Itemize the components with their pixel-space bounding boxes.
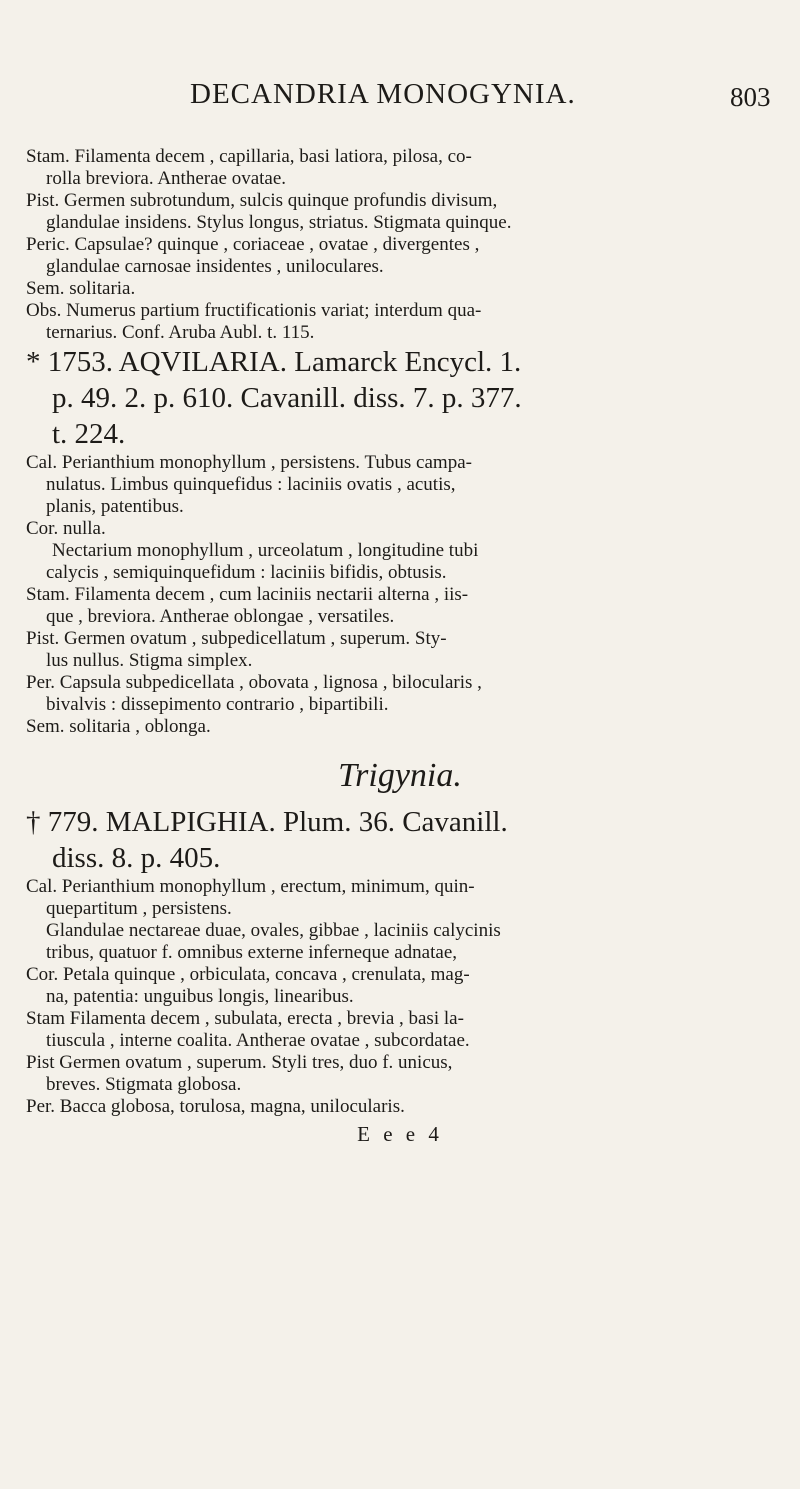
text-line: Trigynia. bbox=[338, 757, 462, 794]
text-line: glandulae carnosae insidentes , uniloculares. bbox=[46, 256, 384, 277]
text-line: nulatus. Limbus quinquefidus : laciniis ovatis , acutis, bbox=[46, 474, 456, 495]
text-line: Per. Bacca globosa, torulosa, magna, unilocularis. bbox=[26, 1096, 405, 1117]
page-number: 803 bbox=[730, 82, 771, 112]
text-line: † 779. MALPIGHIA. Plum. 36. Cavanill. bbox=[26, 806, 508, 838]
text-line: p. 49. 2. p. 610. Cavanill. diss. 7. p. 377. bbox=[52, 382, 522, 414]
text-line: Cal. Perianthium monophyllum , erectum, minimum, quin- bbox=[26, 876, 475, 897]
text-line: tribus, quatuor f. omnibus externe inferneque adnatae, bbox=[46, 942, 457, 963]
text-line: Cal. Perianthium monophyllum , persistens. Tubus campa- bbox=[26, 452, 472, 473]
text-line: E e e 4 bbox=[357, 1122, 443, 1146]
page-header bbox=[0, 74, 800, 114]
text-line: Nectarium monophyllum , urceolatum , longitudine tubi bbox=[52, 540, 479, 561]
text-line: glandulae insidens. Stylus longus, striatus. Stigmata quinque. bbox=[46, 212, 512, 233]
text-line: Pist. Germen subrotundum, sulcis quinque profundis divisum, bbox=[26, 190, 498, 211]
text-line: quepartitum , persistens. bbox=[46, 898, 232, 919]
text-line: Sem. solitaria. bbox=[26, 278, 136, 299]
running-title: DECANDRIA MONOGYNIA. bbox=[190, 78, 576, 110]
text-line: Cor. nulla. bbox=[26, 518, 106, 539]
text-line: * 1753. AQVILARIA. Lamarck Encycl. 1. bbox=[26, 346, 522, 378]
text-line: Cor. Petala quinque , orbiculata, concava , crenulata, mag- bbox=[26, 964, 470, 985]
text-line: na, patentia: unguibus longis, linearibus. bbox=[46, 986, 354, 1007]
text-line: Glandulae nectareae duae, ovales, gibbae , laciniis calycinis bbox=[46, 920, 501, 941]
text-line: Pist Germen ovatum , superum. Styli tres, duo f. unicus, bbox=[26, 1052, 453, 1073]
text-line: Stam Filamenta decem , subulata, erecta , brevia , basi la- bbox=[26, 1008, 464, 1029]
text-line: Pist. Germen ovatum , subpedicellatum , superum. Sty- bbox=[26, 628, 447, 649]
text-line: rolla breviora. Antherae ovatae. bbox=[46, 168, 287, 189]
text-line: que , breviora. Antherae oblongae , versatiles. bbox=[46, 606, 395, 627]
text-line: Obs. Numerus partium fructificationis variat; interdum qua- bbox=[26, 300, 482, 321]
text-line: lus nullus. Stigma simplex. bbox=[46, 650, 253, 671]
text-line: diss. 8. p. 405. bbox=[52, 842, 221, 874]
text-line: calycis , semiquinquefidum : laciniis bifidis, obtusis. bbox=[46, 562, 447, 583]
text-line: tiuscula , interne coalita. Antherae ovatae , subcordatae. bbox=[46, 1030, 470, 1051]
page-body bbox=[0, 146, 800, 1148]
text-line: breves. Stigmata globosa. bbox=[46, 1074, 242, 1095]
text-line: Per. Capsula subpedicellata , obovata , lignosa , bilocularis , bbox=[26, 672, 482, 693]
text-line: Stam. Filamenta decem , cum laciniis nectarii alterna , iis- bbox=[26, 584, 469, 605]
text-line: ternarius. Conf. Aruba Aubl. t. 115. bbox=[46, 322, 315, 343]
text-line: bivalvis : dissepimento contrario , bipartibili. bbox=[46, 694, 389, 715]
text-line: Peric. Capsulae? quinque , coriaceae , ovatae , divergentes , bbox=[26, 234, 480, 255]
text-line: planis, patentibus. bbox=[46, 496, 184, 517]
text-line: Stam. Filamenta decem , capillaria, basi latiora, pilosa, co- bbox=[26, 146, 472, 167]
text-line: t. 224. bbox=[52, 418, 126, 450]
text-line: Sem. solitaria , oblonga. bbox=[26, 716, 211, 737]
